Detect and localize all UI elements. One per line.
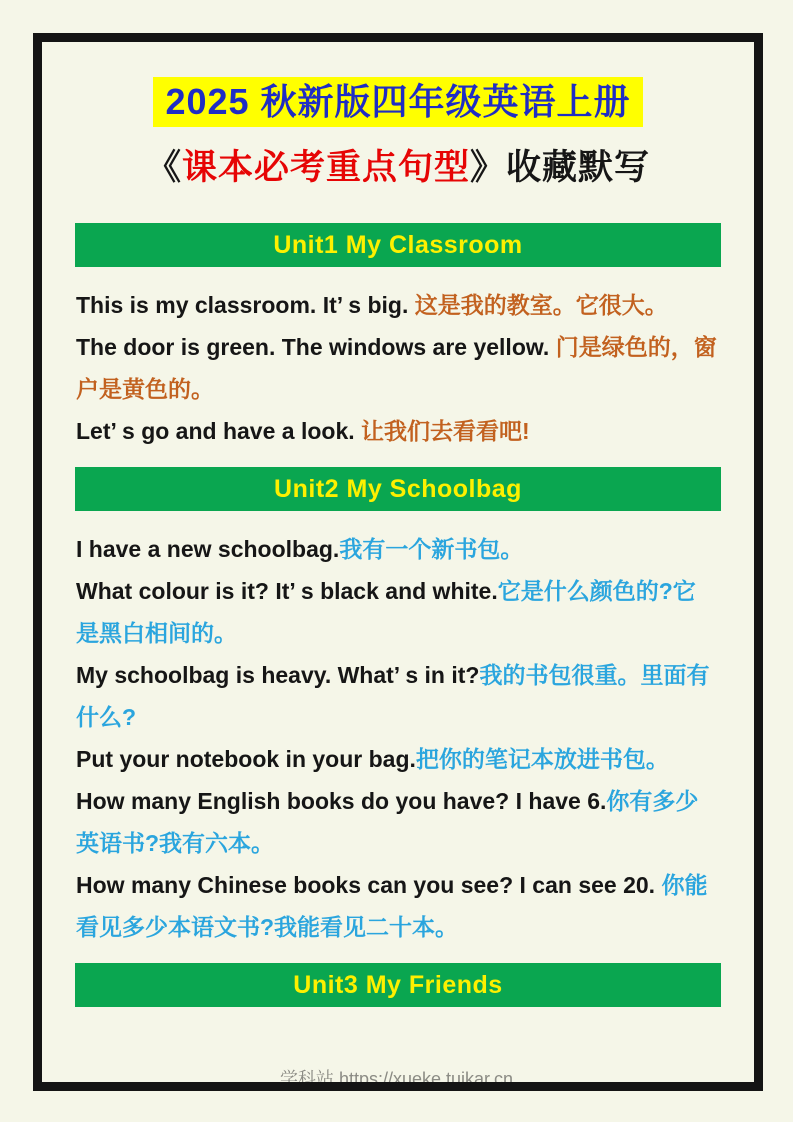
chinese-translation: 把你的笔记本放进书包。 [415, 745, 669, 772]
page-title: 2025 秋新版四年级英语上册 [153, 77, 642, 127]
english-text: The door is green. The windows are yellow. [76, 333, 556, 360]
sentence-line [76, 410, 718, 452]
chinese-translation: 这是我的教室。它很大。 [414, 291, 668, 318]
chinese-translation: 它是什么颜色的?它是黑白相间的。 [76, 577, 696, 646]
page-content [42, 42, 754, 1024]
chinese-translation: 我有一个新书包。 [339, 535, 524, 562]
chinese-translation: 我的书包很重。里面有什么? [76, 661, 710, 730]
sentence-line [76, 864, 718, 948]
sentence-line [76, 284, 718, 326]
english-text: How many English books do you have? I have 6. [76, 787, 607, 814]
sentence-line [76, 528, 718, 570]
sentence-line [76, 780, 718, 864]
chinese-translation: 门是绿色的，窗户是黄色的。 [76, 333, 717, 402]
chinese-translation: 你有多少英语书?我有六本。 [76, 787, 699, 856]
english-text: I have a new schoolbag. [76, 535, 340, 562]
subtitle-bracket-close: 》 [470, 147, 507, 187]
unit1-banner [75, 223, 721, 267]
section-unit2 [42, 467, 754, 948]
english-text: How many Chinese books can you see? I can see 20. [76, 871, 662, 898]
sentence-line [76, 654, 718, 738]
sentence-line [76, 326, 718, 410]
english-text: This is my classroom. It’ s big. [76, 291, 415, 318]
page-subtitle [42, 140, 754, 190]
chinese-translation: 你能看见多少本语文书?我能看见二十本。 [76, 871, 708, 940]
subtitle-highlight: 课本必考重点句型 [181, 147, 470, 187]
english-text: What colour is it? It’ s black and white. [76, 577, 498, 604]
subtitle-suffix: 收藏默写 [506, 147, 651, 187]
section-unit1 [42, 223, 754, 452]
unit3-banner [75, 963, 721, 1007]
sentence-line [76, 570, 718, 654]
unit2-sentences [76, 528, 718, 948]
section-unit3 [42, 963, 754, 1007]
chinese-translation: 让我们去看看吧! [361, 417, 530, 444]
english-text: Put your notebook in your bag. [76, 745, 416, 772]
title-row [42, 77, 754, 127]
unit2-banner [75, 467, 721, 511]
unit1-sentences [76, 284, 718, 452]
english-text: My schoolbag is heavy. What’ s in it? [76, 661, 480, 688]
subtitle-bracket-open: 《 [145, 147, 182, 187]
unit2-banner-label: Unit2 My Schoolbag [274, 474, 522, 503]
footer-watermark: 学科站 https://xueke.tuikar.cn [279, 1069, 514, 1089]
unit3-banner-label: Unit3 My Friends [293, 970, 503, 999]
english-text: Let’ s go and have a look. [76, 417, 362, 444]
unit1-banner-label: Unit1 My Classroom [273, 230, 523, 259]
sentence-line [76, 738, 718, 780]
